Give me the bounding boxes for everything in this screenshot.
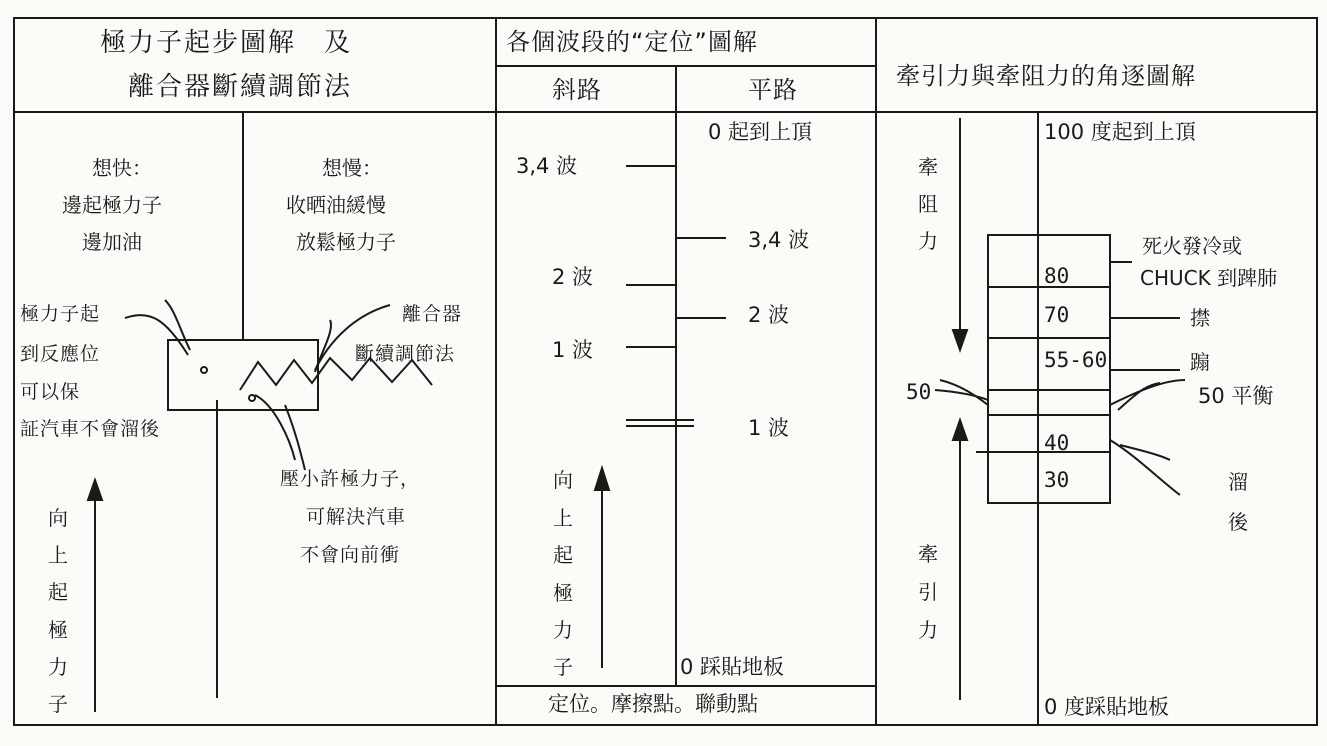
- fast-line2: 邊加油: [82, 230, 142, 254]
- want-slow-label: 想慢：: [322, 156, 382, 180]
- p2-bottom-label: 0 踩貼地板: [680, 655, 785, 679]
- p2-vertical-5: 力: [553, 618, 573, 642]
- stall-note-line1: 死火發冷或: [1142, 234, 1242, 258]
- resist-3: 力: [918, 229, 938, 253]
- p2-top-label: 0 起到上頂: [708, 120, 813, 144]
- p2-footer: 定位。摩擦點。聯動點: [548, 692, 758, 716]
- bottom-note-line2: 可解決汽車: [306, 506, 407, 528]
- scale-80: 80: [1044, 264, 1070, 288]
- scale-40: 40: [1044, 431, 1070, 455]
- balance-label: 50 平衡: [1198, 384, 1274, 408]
- traction-3: 力: [918, 618, 938, 642]
- left-50: 50: [906, 380, 932, 404]
- rollback-1: 溜: [1228, 470, 1248, 494]
- panel1-title-line2: 離合器斷續調節法: [128, 72, 353, 102]
- flat-mark-1: 1 波: [748, 416, 790, 440]
- right-note-line1: 離合器: [402, 303, 463, 325]
- col-slope-header: 斜路: [552, 76, 602, 104]
- left-note-line4: 証汽車不會溜後: [20, 418, 161, 440]
- stall-note-line2: CHUCK 到䠋肺: [1140, 266, 1278, 290]
- slow-line2: 放鬆極力子: [296, 230, 396, 254]
- p1-vertical-1: 向: [48, 506, 68, 530]
- p2-vertical-3: 起: [553, 543, 573, 567]
- p2-vertical-1: 向: [553, 468, 573, 492]
- p2-vertical-2: 上: [553, 506, 573, 530]
- traction-2: 引: [918, 580, 938, 604]
- slope-mark-34: 3,4 波: [516, 154, 578, 178]
- p2-vertical-6: 子: [553, 655, 573, 679]
- bottom-note-line3: 不會向前衝: [300, 544, 401, 566]
- p2-vertical-4: 極: [553, 581, 573, 605]
- flat-mark-34: 3,4 波: [748, 228, 810, 252]
- p1-vertical-2: 上: [48, 543, 68, 567]
- panel3-title: 牽引力與牽阻力的角逐圖解: [896, 62, 1196, 90]
- slow-line1: 收晒油緩慢: [286, 193, 386, 217]
- p1-vertical-3: 起: [48, 580, 68, 604]
- want-fast-label: 想快：: [92, 156, 152, 180]
- p1-vertical-6: 子: [48, 692, 68, 716]
- slope-mark-2: 2 波: [552, 265, 594, 289]
- resist-2: 阻: [918, 192, 938, 216]
- scale-55-60: 55-60: [1044, 348, 1108, 372]
- resist-1: 牽: [918, 155, 938, 179]
- p3-top-label: 100 度起到上頂: [1044, 120, 1196, 144]
- col-flat-header: 平路: [748, 76, 798, 104]
- scale-70: 70: [1044, 303, 1070, 327]
- fast-line1: 邊起極力子: [62, 193, 162, 217]
- slope-mark-1: 1 波: [552, 338, 594, 362]
- panel2-title: 各個波段的“定位”圖解: [506, 28, 758, 56]
- p1-vertical-4: 極: [48, 618, 68, 642]
- left-note-line1: 極力子起: [20, 303, 101, 325]
- rollback-2: 後: [1228, 510, 1248, 534]
- right-note-line2: 斷續調節法: [355, 343, 456, 365]
- bottom-note-line1: 壓小許極力子，: [280, 468, 421, 490]
- scale-30: 30: [1044, 468, 1070, 492]
- jerk-label-1: 㩒: [1190, 306, 1210, 330]
- panel1-title-line1: 極力子起步圖解 及: [100, 28, 353, 58]
- flat-mark-2: 2 波: [748, 303, 790, 327]
- traction-1: 牽: [918, 542, 938, 566]
- left-note-line2: 到反應位: [20, 343, 101, 365]
- jerk-label-2: 𨃩: [1190, 350, 1210, 374]
- p1-vertical-5: 力: [48, 655, 68, 679]
- p3-bottom-label: 0 度踩貼地板: [1044, 695, 1170, 719]
- left-note-line3: 可以保: [20, 381, 81, 403]
